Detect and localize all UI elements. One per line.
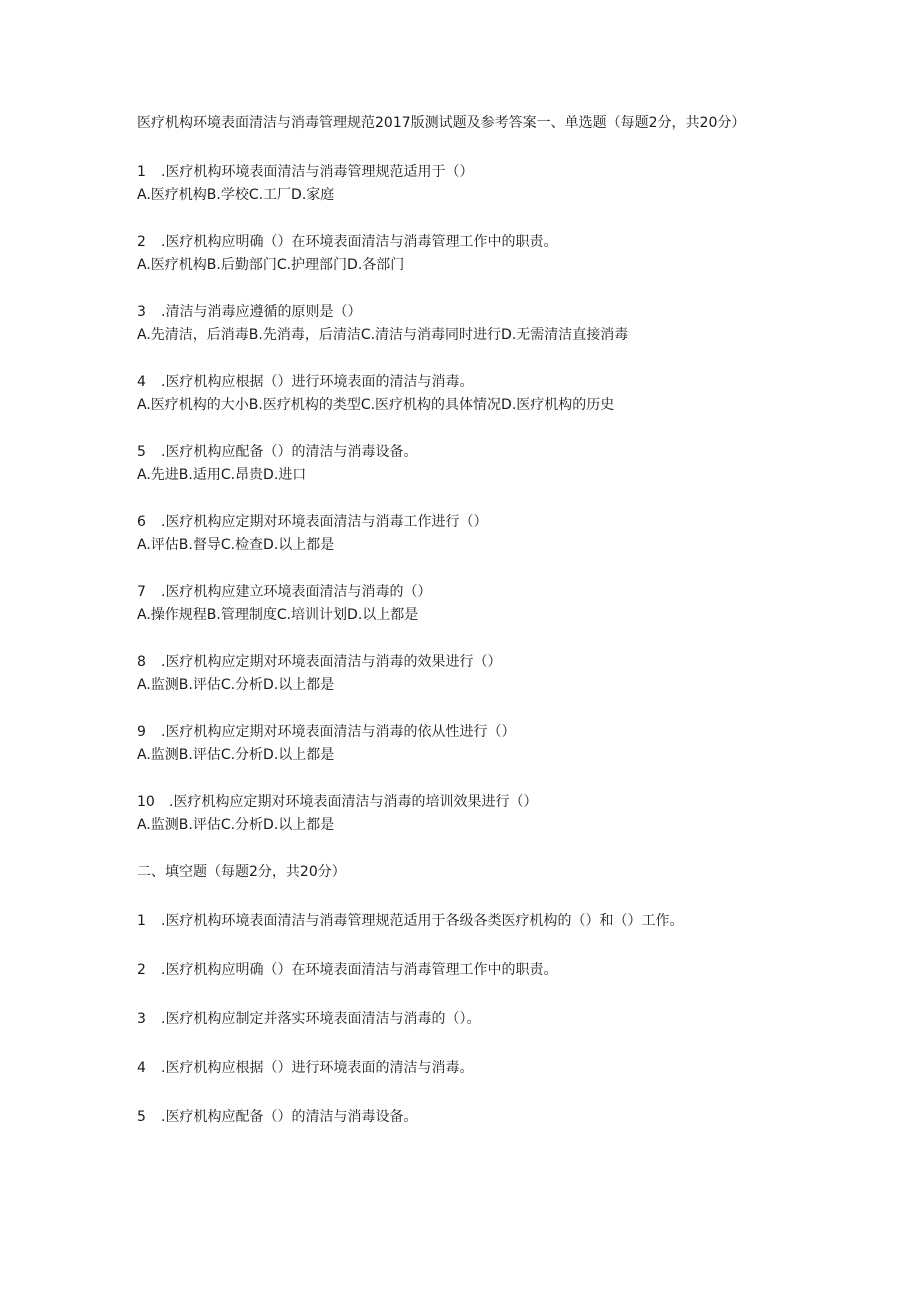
question-line xyxy=(137,651,787,674)
question-options: A.监测B.评估C.分析D.以上都是 xyxy=(137,747,335,763)
question-item xyxy=(137,441,787,487)
question-line xyxy=(137,231,787,254)
question-text: .医疗机构应明确（）在环境表面清洁与消毒管理工作中的职责。 xyxy=(161,962,558,978)
question-number: 1 xyxy=(137,164,146,180)
question-number: 2 xyxy=(137,234,146,250)
fill-blank-item xyxy=(137,1106,787,1129)
question-options: A.评估B.督导C.检查D.以上都是 xyxy=(137,537,335,553)
question-text: .医疗机构环境表面清洁与消毒管理规范适用于各级各类医疗机构的（）和（）工作。 xyxy=(161,913,684,929)
question-text: .医疗机构应定期对环境表面清洁与消毒的效果进行（） xyxy=(161,654,502,670)
question-text: .医疗机构应定期对环境表面清洁与消毒的依从性进行（） xyxy=(161,724,516,740)
question-number: 9 xyxy=(137,724,146,740)
question-options: A.先清洁，后消毒B.先消毒，后清洁C.清洁与消毒同时进行D.无需清洁直接消毒 xyxy=(137,327,629,343)
question-number: 8 xyxy=(137,654,146,670)
question-number: 4 xyxy=(137,374,146,390)
question-line xyxy=(137,161,787,184)
question-item xyxy=(137,161,787,207)
question-line xyxy=(137,511,787,534)
question-item xyxy=(137,581,787,627)
question-item xyxy=(137,301,787,347)
document-page xyxy=(137,112,787,1155)
question-text: .医疗机构应制定并落实环境表面清洁与消毒的（）。 xyxy=(161,1011,481,1027)
question-options: A.医疗机构B.后勤部门C.护理部门D.各部门 xyxy=(137,257,405,273)
question-number: 7 xyxy=(137,584,146,600)
section-heading: 二、填空题（每题2分，共20分） xyxy=(137,864,346,880)
question-text: .医疗机构应配备（）的清洁与消毒设备。 xyxy=(161,444,418,460)
question-line xyxy=(137,721,787,744)
question-item xyxy=(137,511,787,557)
question-item xyxy=(137,651,787,697)
question-number: 3 xyxy=(137,304,146,320)
question-text: .医疗机构应配备（）的清洁与消毒设备。 xyxy=(161,1109,418,1125)
question-item xyxy=(137,371,787,417)
question-options: A.医疗机构的大小B.医疗机构的类型C.医疗机构的具体情况D.医疗机构的历史 xyxy=(137,397,615,413)
document-title: 医疗机构环境表面清洁与消毒管理规范2017版测试题及参考答案一、单选题（每题2分，共20分） xyxy=(137,115,746,131)
question-number: 10 xyxy=(137,794,155,810)
question-options: A.监测B.评估C.分析D.以上都是 xyxy=(137,817,335,833)
question-options: A.操作规程B.管理制度C.培训计划D.以上都是 xyxy=(137,607,419,623)
question-number: 2 xyxy=(137,962,146,978)
question-line xyxy=(137,441,787,464)
fill-blank-item xyxy=(137,1008,787,1031)
question-text: .清洁与消毒应遵循的原则是（） xyxy=(161,304,362,320)
question-text: .医疗机构应定期对环境表面清洁与消毒工作进行（） xyxy=(161,514,488,530)
question-options: A.先进B.适用C.昂贵D.进口 xyxy=(137,467,307,483)
question-number: 5 xyxy=(137,1109,146,1125)
question-item xyxy=(137,721,787,767)
question-options: A.医疗机构B.学校C.工厂D.家庭 xyxy=(137,187,335,203)
question-number: 6 xyxy=(137,514,146,530)
question-line xyxy=(137,581,787,604)
fill-blank-item xyxy=(137,959,787,982)
question-number: 5 xyxy=(137,444,146,460)
question-text: .医疗机构应根据（）进行环境表面的清洁与消毒。 xyxy=(161,374,474,390)
question-number: 1 xyxy=(137,913,146,929)
question-line xyxy=(137,301,787,324)
fill-blank-item xyxy=(137,1057,787,1080)
question-item xyxy=(137,231,787,277)
question-line xyxy=(137,791,787,814)
question-line xyxy=(137,371,787,394)
question-text: .医疗机构应定期对环境表面清洁与消毒的培训效果进行（） xyxy=(169,794,538,810)
question-text: .医疗机构应建立环境表面清洁与消毒的（） xyxy=(161,584,432,600)
fill-blank-item xyxy=(137,910,787,933)
question-number: 4 xyxy=(137,1060,146,1076)
question-text: .医疗机构环境表面清洁与消毒管理规范适用于（） xyxy=(161,164,474,180)
question-item xyxy=(137,791,787,837)
question-text: .医疗机构应明确（）在环境表面清洁与消毒管理工作中的职责。 xyxy=(161,234,558,250)
question-number: 3 xyxy=(137,1011,146,1027)
question-text: .医疗机构应根据（）进行环境表面的清洁与消毒。 xyxy=(161,1060,474,1076)
question-options: A.监测B.评估C.分析D.以上都是 xyxy=(137,677,335,693)
